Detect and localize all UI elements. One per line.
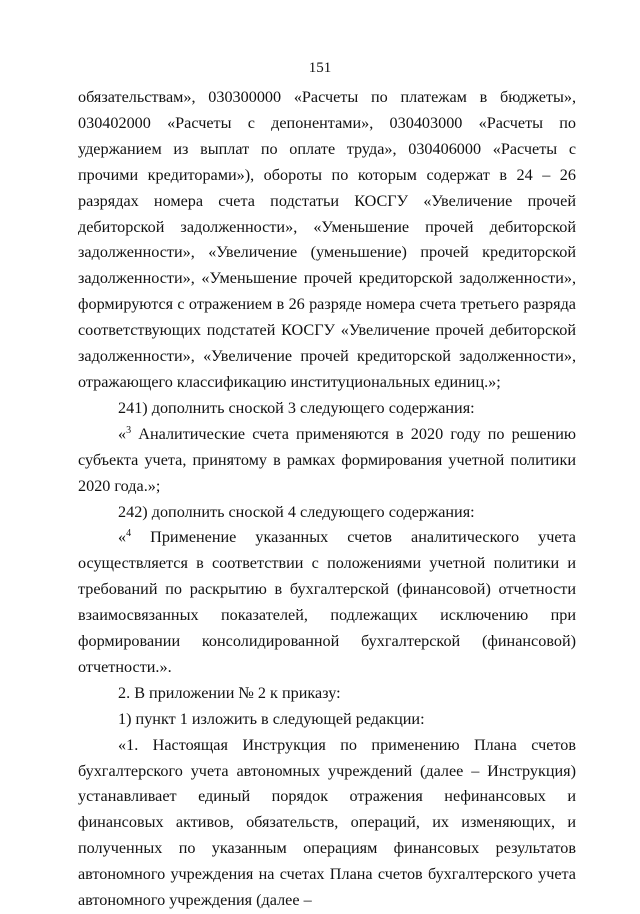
- paragraph-text: 1) пункт 1 изложить в следующей редакции:: [118, 709, 425, 728]
- paragraph-item-1: [78, 707, 576, 733]
- paragraph-text: Применение указанных счетов аналитического учета осуществляется в соответствии с положениями учетной политики и требований по раскрытию в бухгалтерской (финансовой) отчетности взаимосвязанных показателей, подлежащих исключению при формировании консолидированной бухгалтерской (финансовой) отчетности.».: [78, 528, 576, 676]
- paragraph-section-2: [78, 681, 576, 707]
- footnote-marker: 4: [126, 528, 132, 540]
- document-body: [78, 85, 576, 914]
- paragraph-text: 2. В приложении № 2 к приказу:: [118, 683, 341, 702]
- page-number: 151: [308, 60, 332, 76]
- paragraph-text: 241) дополнить сноской 3 следующего содержания:: [118, 398, 475, 417]
- paragraph-footnote-4: [78, 525, 576, 680]
- paragraph-item-241: [78, 396, 576, 422]
- paragraph-text: «1. Настоящая Инструкция по применению Плана счетов бухгалтерского учета автономных учреждений (далее – Инструкция) устанавливает единый порядок отражения нефинансовых и финансовых активов, обязательств, операций, их изменяющих, и полученных по указанным операциям финансовых результатов автономного учреждения на счетах Плана счетов бухгалтерского учета автономного учреждения (далее –: [78, 735, 576, 910]
- paragraph-footnote-3: [78, 422, 576, 500]
- paragraph-item-242: [78, 500, 576, 526]
- paragraph-text: обязательствам», 030300000 «Расчеты по платежам в бюджеты», 030402000 «Расчеты с депонентами», 030403000 «Расчеты по удержанием из выплат по оплате труда», 030406000 «Расчеты с прочими кредиторами»), обороты по которым содержат в 24 – 26 разрядах номера счета подстатьи КОСГУ «Увеличение прочей дебиторской задолженности», «Уменьшение прочей дебиторской задолженности», «Увеличение (уменьшение) прочей кредиторской задолженности», «Уменьшение прочей кредиторской задолженности», формируются с отражением в 26 разряде номера счета третьего разряда соответствующих подстатей КОСГУ «Увеличение прочей дебиторской задолженности», «Увеличение прочей кредиторской задолженности», отражающего классификацию институциональных единиц.»;: [78, 88, 576, 391]
- paragraph-instruction-text: [78, 733, 576, 914]
- paragraph-text: Аналитические счета применяются в 2020 году по решению субъекта учета, принятому в рамках формирования учетной политики 2020 года.»;: [78, 424, 576, 495]
- footnote-marker: 3: [126, 424, 132, 436]
- paragraph-continuation: [78, 85, 576, 396]
- paragraph-text: 242) дополнить сноской 4 следующего содержания:: [118, 502, 475, 521]
- quote-open: «: [118, 424, 127, 443]
- quote-open: «: [118, 528, 127, 547]
